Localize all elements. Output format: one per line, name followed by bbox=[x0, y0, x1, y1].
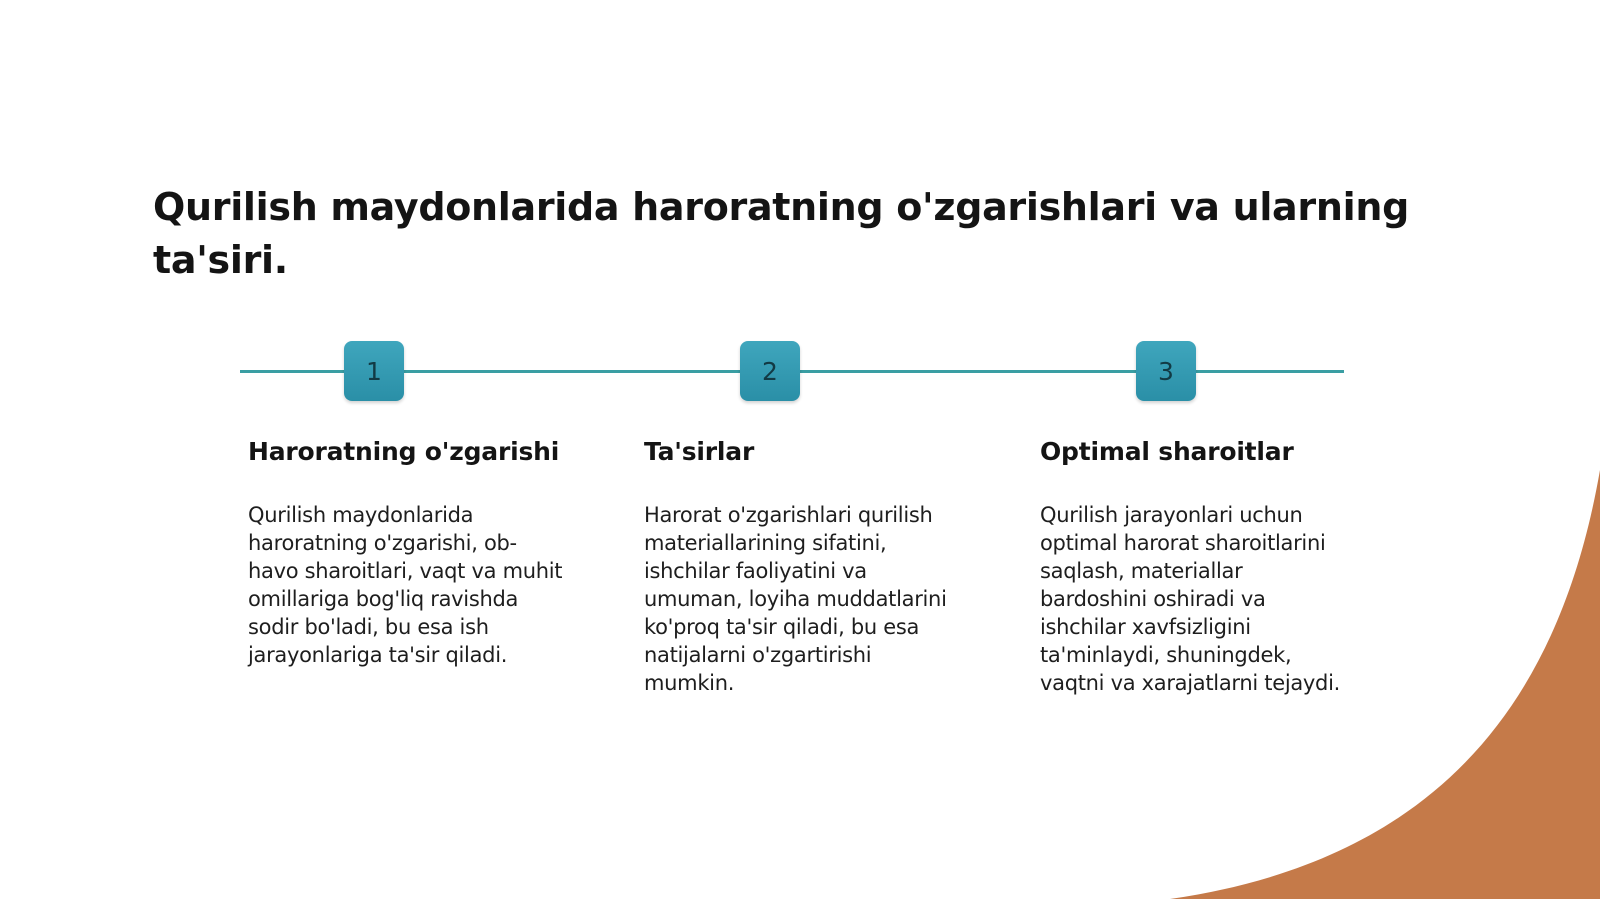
step-3-heading: Optimal sharoitlar bbox=[1040, 437, 1294, 466]
step-2-heading: Ta'sirlar bbox=[644, 437, 755, 466]
step-1-text: Qurilish maydonlarida haroratning o'zgarishi, ob- havo sharoitlari, vaqt va muhit omillariga bog'liq ravishda sodir bo'ladi, bu esa ish jarayonlariga ta'sir qiladi. bbox=[248, 503, 563, 667]
step-3-badge: 3 bbox=[1136, 341, 1196, 401]
step-3-text: Qurilish jarayonlari uchun optimal harorat sharoitlarini saqlash, materiallar bardoshini oshiradi va ishchilar xavfsizligini ta'minlaydi, shuningdek, vaqtni va xarajatlarni tejaydi. bbox=[1040, 503, 1340, 695]
step-2-badge: 2 bbox=[740, 341, 800, 401]
step-1-badge: 1 bbox=[344, 341, 404, 401]
step-2-column bbox=[644, 434, 1004, 697]
step-2-text: Harorat o'zgarishlari qurilish materiallarining sifatini, ishchilar faoliyatini va umuman, loyiha muddatlarini ko'proq ta'sir qiladi, bu esa natijalarni o'zgartirishi mumkin. bbox=[644, 503, 947, 695]
step-1-column bbox=[248, 434, 608, 669]
slide-title: Qurilish maydonlarida haroratning o'zgarishlari va ularning ta'siri. bbox=[153, 185, 1409, 282]
step-3-column bbox=[1040, 434, 1400, 697]
step-1-heading: Haroratning o'zgarishi bbox=[248, 437, 560, 466]
